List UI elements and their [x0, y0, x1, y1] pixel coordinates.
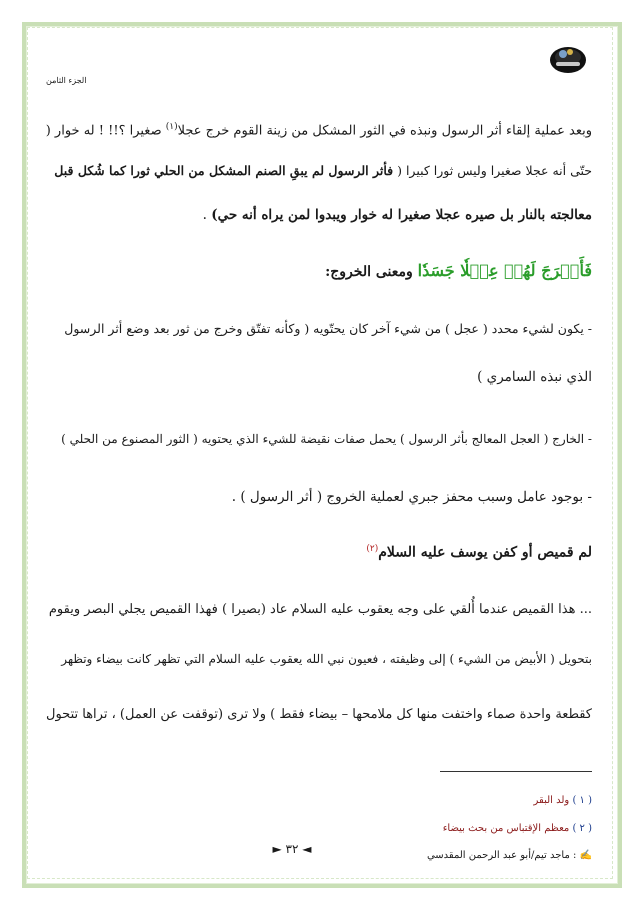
text-line-2 — [54, 162, 592, 180]
text-segment-bold: فأثر الرسول لم يبقِ الصنم المشكل من الحلي ثورا كما شُكل قبل — [54, 163, 394, 178]
footnote-divider — [440, 771, 592, 772]
text-segment: - الخارج ( العجل المعالج بأثر الرسول ) يحمل صفات نقيضة للشيء الذي يحتويه ( الثور المصنوع من الحلي ) — [61, 432, 592, 446]
text-line-12 — [46, 706, 592, 724]
text-line-4 — [325, 262, 592, 281]
author-name: : ماجد تيم/أبو عبد الرحمن المقدسي — [426, 850, 580, 861]
text-segment: - بوجود عامل وسبب محفز جبري لعملية الخروج ( أثر الرسول ) . — [231, 489, 592, 505]
footnote-number: ( ١ ) — [572, 795, 592, 806]
text-segment: وبعد عملية إلقاء أثر الرسول ونبذه في الثور المشكل من زينة القوم خرج عجلا — [177, 123, 592, 139]
site-logo-icon — [548, 40, 588, 76]
section-heading: لم قميص أو كفن يوسف عليه السلام — [378, 544, 592, 561]
footnote-ref[interactable]: (١) — [165, 122, 178, 132]
text-line-9 — [366, 540, 592, 562]
text-segment: بتحويل ( الأبيض من الشيء ) إلى وظيفته ، فعيون نبي الله يعقوب عليه السلام التي تظهر كانت بيضاء وتظهر — [61, 652, 592, 666]
text-segment: كقطعة واحدة صماء واختفت منها كل ملامحها – بيضاء فقط ) ولا ترى (توقفت عن العمل) ، تراها تتحول — [46, 707, 592, 722]
text-segment: الذي نبذه السامري ) — [477, 369, 592, 385]
text-line-10 — [49, 601, 592, 619]
page-number: ◄ ٣٢ ► — [272, 842, 312, 856]
pen-icon: ✍ — [579, 850, 592, 861]
footnote-2 — [443, 823, 592, 834]
text-line-11 — [61, 650, 592, 668]
footnote-text: ولد البقر — [533, 795, 573, 806]
footnote-ref[interactable]: (٢) — [366, 544, 379, 554]
text-segment: - يكون لشيء محدد ( عجل ) من شيء آخر كان يحتّويه ( وكأنه تفتّق وخرج من ثور بعد وضع أثر الرسول — [64, 321, 592, 336]
text-segment: حتّى أنه عجلا صغيرا وليس ثورا كبيرا ( — [393, 163, 592, 178]
text-line-7 — [61, 430, 592, 448]
text-segment-bold: معالجته بالنار بل صيره عجلا صغيرا له خوار ويبدوا لمن يراه أنه حي) — [211, 207, 592, 223]
footnote-text: معظم الإقتباس من بحث بيضاء — [442, 823, 573, 834]
text-line-3 — [203, 206, 592, 224]
text-segment: صغيرا ؟!! ! له خوار ( — [45, 123, 166, 139]
section-heading: ومعنى الخروج: — [325, 264, 418, 280]
quran-verse: فَأَخۡرَجَ لَهُمۡ عِجۡلٗا جَسَدٗا — [417, 261, 592, 280]
footnote-number: ( ٢ ) — [572, 823, 592, 834]
part-label: الجزء الثامن — [46, 76, 87, 85]
text-line-6 — [477, 368, 592, 386]
text-line-1 — [46, 118, 592, 140]
footnote-1 — [534, 795, 592, 806]
text-segment: . — [202, 207, 212, 223]
page-border-inner — [27, 27, 613, 879]
text-line-5 — [64, 320, 592, 338]
author-credit — [427, 850, 592, 861]
text-segment: ... هذا القميص عندما أُلقي على وجه يعقوب عليه السلام عاد (بصيرا ) فهذا القميص يجلي البصر ويقوم — [48, 602, 592, 617]
text-line-8 — [232, 488, 592, 506]
